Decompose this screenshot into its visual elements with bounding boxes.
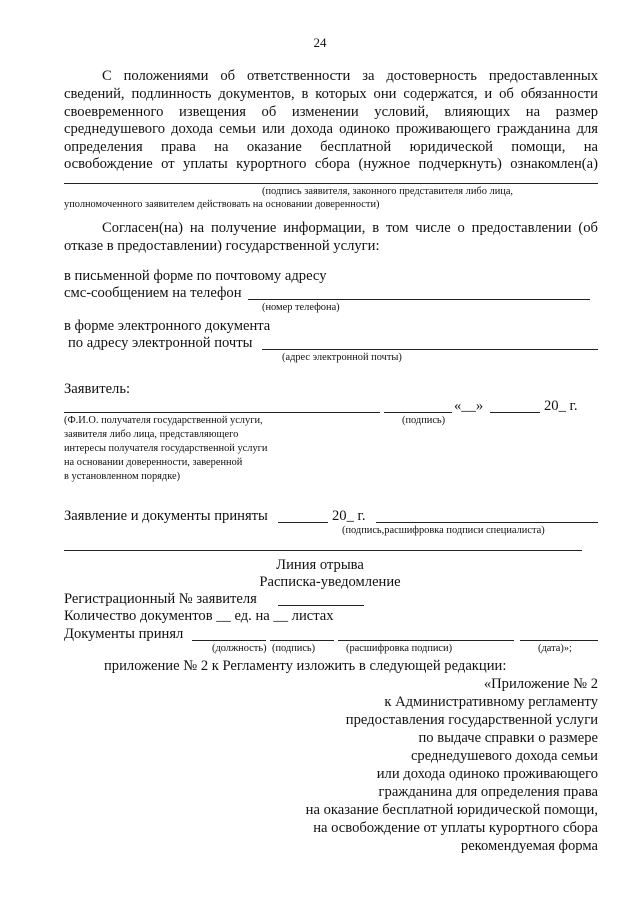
tear-line-label: Линия отрыва	[276, 557, 364, 573]
caption-position: (должность)	[212, 643, 267, 654]
appendix-intro: приложение № 2 к Регламенту изложить в следующей редакции:	[104, 658, 507, 674]
sms-label: смс-сообщением на телефон	[64, 285, 242, 301]
accepted-label: Заявление и документы приняты	[64, 508, 268, 524]
position-line[interactable]	[192, 640, 266, 641]
specialist-caption: (подпись,расшифровка подписи специалиста)	[342, 525, 545, 536]
appendix-line-9: на освобождение от уплаты курортного сбора	[313, 820, 598, 836]
appendix-line-5: среднедушевого дохода семьи	[410, 748, 598, 764]
phone-caption: (номер телефона)	[262, 302, 340, 313]
tear-line-rule	[64, 550, 582, 551]
fio-caption-3: интересы получателя государственной услуги	[64, 443, 268, 454]
page-number: 24	[313, 35, 327, 50]
docs-accepted-label: Документы принял	[64, 626, 184, 642]
date-quote: «__»	[454, 398, 484, 414]
receipt-title: Расписка-уведомление	[259, 574, 401, 590]
phone-line[interactable]	[248, 299, 590, 300]
applicant-label: Заявитель:	[64, 381, 131, 397]
para1-line-6: освобождение от уплаты курортного сбора (нужное подчеркнуть) ознакомлен(а)	[64, 156, 598, 172]
caption-date: (дата)»;	[538, 643, 572, 654]
sig1-caption-1: (подпись заявителя, законного представителя либо лица,	[262, 186, 514, 197]
count-label: Количество документов __ ед. на __ листах	[64, 608, 334, 624]
appendix-line-2: к Административному регламенту	[384, 694, 598, 710]
para1-line-3: своевременного извещения об изменении условий, влияющих на размер	[64, 104, 598, 120]
appendix-line-1: «Приложение № 2	[483, 676, 598, 692]
date-year: 20_ г.	[544, 398, 578, 414]
accepted-day-line[interactable]	[278, 522, 328, 523]
signature-line-2[interactable]	[384, 412, 452, 413]
appendix-line-3: предоставления государственной услуги	[345, 712, 598, 728]
consent-line-2: отказе в предоставлении) государственной услуги:	[64, 238, 380, 254]
appendix-line-7: гражданина для определения права	[378, 784, 598, 800]
para1-line-1: С положениями об ответственности за достоверность предоставленных	[102, 68, 598, 84]
sign-line-3[interactable]	[270, 640, 334, 641]
date-line[interactable]	[520, 640, 598, 641]
caption-sign: (подпись)	[272, 643, 316, 654]
fio-caption-5: в установленном порядке)	[64, 471, 181, 482]
fio-caption-4: на основании доверенности, заверенной	[64, 457, 243, 468]
fio-caption-2: заявителя либо лица, представляющего	[64, 429, 239, 440]
written-form-label: в письменной форме по почтовому адресу	[64, 268, 327, 284]
para1-line-5: определения права на оказание бесплатной юридической помощи, на	[64, 139, 598, 155]
signature-caption: (подпись)	[402, 415, 446, 426]
specialist-line[interactable]	[376, 522, 598, 523]
appendix-line-6: или дохода одиноко проживающего	[376, 766, 598, 782]
caption-decode: (расшифровка подписи)	[346, 643, 453, 654]
date-month-line[interactable]	[490, 412, 540, 413]
sig1-caption-2: уполномоченного заявителем действовать на основании доверенности)	[64, 199, 380, 210]
email-form-label: в форме электронного документа	[64, 318, 271, 334]
fio-caption-1: (Ф.И.О. получателя государственной услуги,	[64, 415, 263, 426]
fio-line[interactable]	[64, 412, 380, 413]
appendix-line-10: рекомендуемая форма	[460, 838, 598, 854]
decode-line[interactable]	[338, 640, 514, 641]
para1-line-4: среднедушевого дохода семьи или дохода одиноко проживающего гражданина для	[64, 121, 598, 137]
para1-line-2: сведений, подлинность документов, в которых они содержатся, и об обязанности	[64, 86, 598, 102]
email-label: по адресу электронной почты	[68, 335, 253, 351]
accepted-year: 20_ г.	[332, 508, 366, 524]
email-caption: (адрес электронной почты)	[282, 352, 402, 363]
appendix-line-4: по выдаче справки о размере	[418, 730, 598, 746]
reg-label: Регистрационный № заявителя	[64, 591, 257, 607]
signature-line-1	[64, 183, 598, 184]
reg-line[interactable]	[278, 605, 364, 606]
consent-line-1: Согласен(на) на получение информации, в том числе о предоставлении (об	[102, 220, 598, 236]
appendix-line-8: на оказание бесплатной юридической помощи,	[305, 802, 598, 818]
email-line[interactable]	[262, 349, 598, 350]
